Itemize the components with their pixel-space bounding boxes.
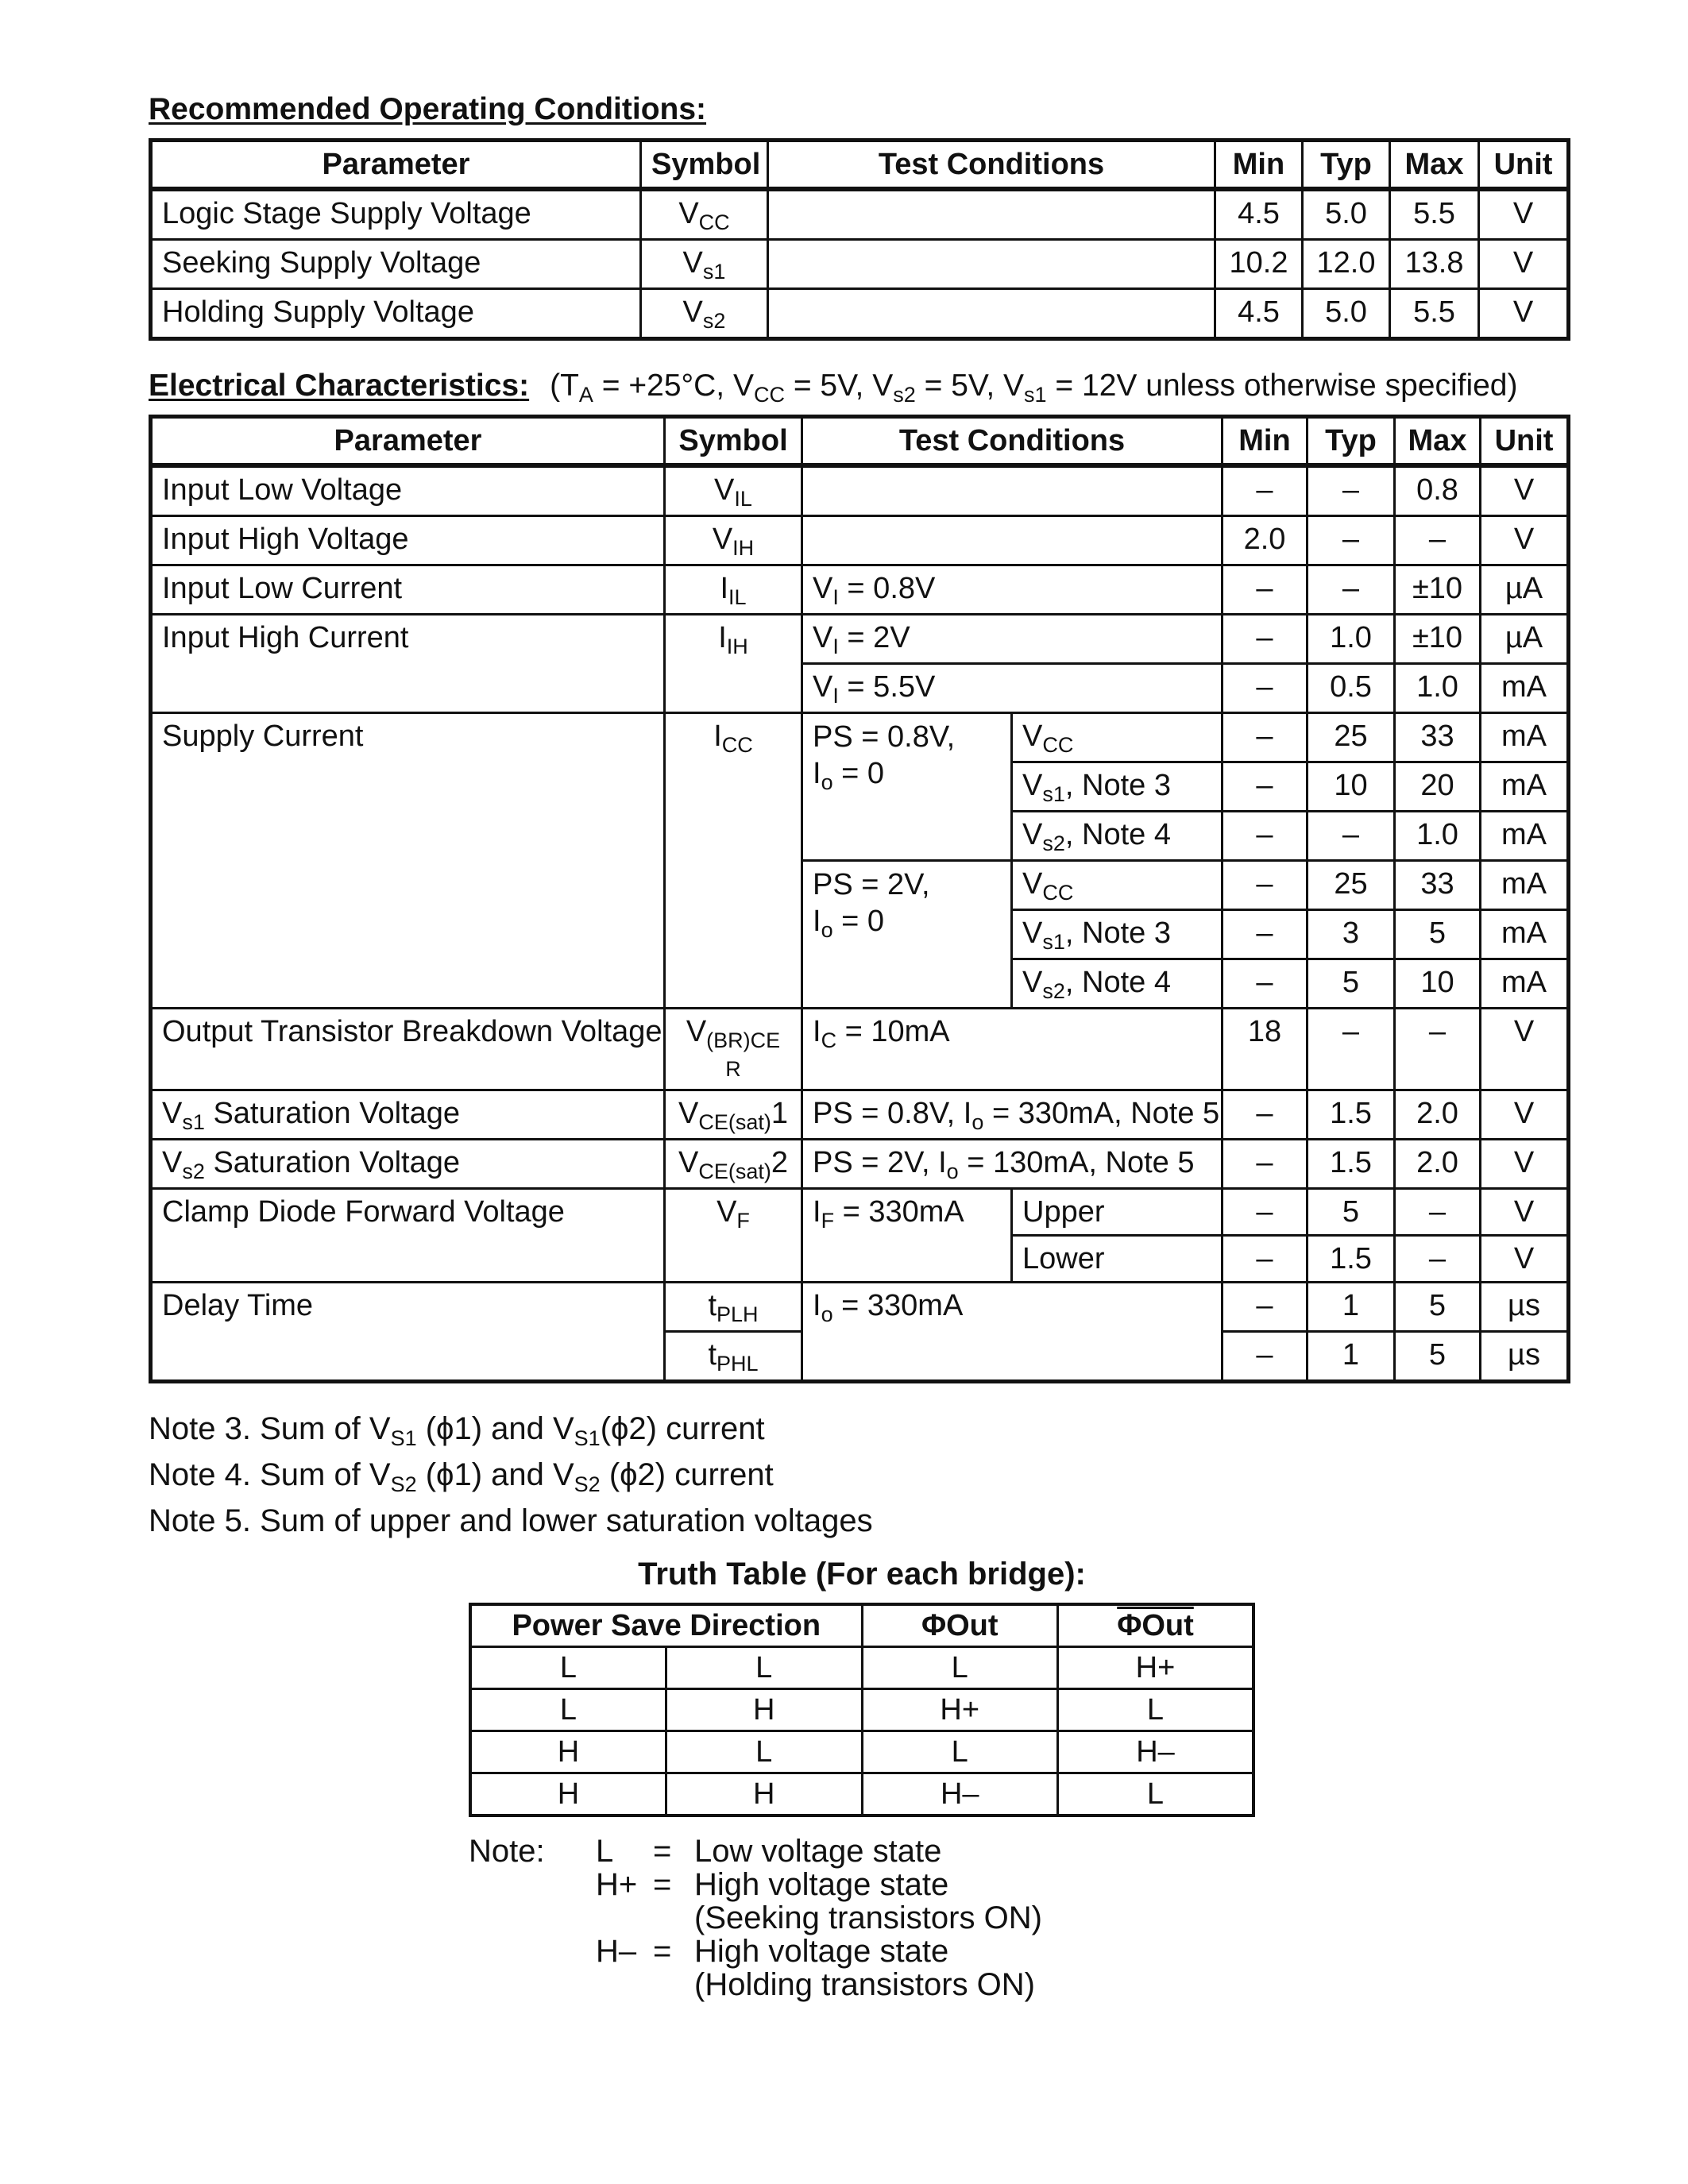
unit-cell: mA (1481, 812, 1569, 861)
legend-symbol: H+ (596, 1867, 638, 1902)
min-cell: – (1223, 910, 1308, 959)
sub-condition-cell: $V_{s2}$, Note 4 (1012, 812, 1223, 861)
typ-cell: 10 (1308, 762, 1395, 812)
legend-row (469, 1935, 1042, 1968)
header-test-conditions: Test Conditions (802, 417, 1223, 466)
unit-cell: V (1479, 189, 1569, 240)
max-cell: 2.0 (1395, 1090, 1481, 1140)
tt-cell: L (666, 1731, 863, 1773)
param-cell: Holding Supply Voltage (151, 289, 641, 339)
condition-cell: PS = 0.8V, $I_o = 330mA$, Note 5 (802, 1090, 1223, 1140)
min-cell: 4.5 (1215, 189, 1303, 240)
max-cell: – (1395, 1009, 1481, 1090)
unit-cell: V (1481, 1189, 1569, 1236)
table-header-row (151, 141, 1569, 190)
table-row (151, 1283, 1569, 1332)
table-row (151, 615, 1569, 664)
condition-cell: $I_o = 330mA$ (802, 1283, 1223, 1382)
tt-cell: L (862, 1731, 1058, 1773)
max-cell: 33 (1395, 861, 1481, 910)
condition-group-cell: PS = 0.8V, $I_o = 0$ (802, 713, 1012, 861)
min-cell: – (1223, 812, 1308, 861)
condition-cell: $V_I = 0.8V$ (802, 565, 1223, 615)
typ-cell: 1.5 (1308, 1140, 1395, 1189)
recommended-title: Recommended Operating Conditions: (149, 92, 707, 126)
condition-cell (768, 289, 1215, 339)
condition-cell (768, 189, 1215, 240)
min-cell: – (1223, 465, 1308, 516)
min-cell: 4.5 (1215, 289, 1303, 339)
typ-cell: – (1308, 465, 1395, 516)
table-row (470, 1689, 1253, 1731)
typ-cell: 3 (1308, 910, 1395, 959)
tt-cell: L (666, 1647, 863, 1689)
param-cell: Delay Time (151, 1283, 665, 1382)
max-cell: ±10 (1395, 615, 1481, 664)
unit-cell: V (1481, 1009, 1569, 1090)
symbol-cell: $t_{PHL}$ (665, 1332, 802, 1382)
sub-condition-cell: $V_{s1}$, Note 3 (1012, 762, 1223, 812)
typ-cell: 5.0 (1303, 189, 1390, 240)
header-phi-out: ΦOut (862, 1604, 1058, 1647)
param-cell: Output Transistor Breakdown Voltage (151, 1009, 665, 1090)
condition-cell (802, 516, 1223, 565)
param-cell: Input Low Current (151, 565, 665, 615)
table-row (151, 565, 1569, 615)
symbol-cell: $I_{IL}$ (665, 565, 802, 615)
typ-cell: 5.0 (1303, 289, 1390, 339)
typ-cell: 1 (1308, 1283, 1395, 1332)
table-row (151, 1140, 1569, 1189)
param-cell: Supply Current (151, 713, 665, 1009)
min-cell: – (1223, 713, 1308, 762)
typ-cell: 1.5 (1308, 1236, 1395, 1283)
header-unit: Unit (1481, 417, 1569, 466)
legend-symbol (596, 1968, 653, 2001)
max-cell: – (1395, 1189, 1481, 1236)
unit-cell: mA (1481, 762, 1569, 812)
legend-symbol: H– (596, 1934, 637, 1969)
symbol-cell: $V_{(BR)CE}$ R (665, 1009, 802, 1090)
table-row (151, 240, 1569, 289)
symbol-cell: $I_{CC}$ (665, 713, 802, 1009)
max-cell: – (1395, 1236, 1481, 1283)
min-cell: – (1223, 762, 1308, 812)
min-cell: – (1223, 565, 1308, 615)
unit-cell: mA (1481, 910, 1569, 959)
condition-cell: PS = 2V, $I_o = 130mA$, Note 5 (802, 1140, 1223, 1189)
legend-symbol (596, 1901, 653, 1935)
unit-cell: V (1481, 1090, 1569, 1140)
tt-cell: L (1058, 1689, 1254, 1731)
max-cell: 2.0 (1395, 1140, 1481, 1189)
typ-cell: – (1308, 516, 1395, 565)
table-row (470, 1731, 1253, 1773)
unit-cell: mA (1481, 861, 1569, 910)
legend-text: High voltage state (694, 1934, 949, 1969)
min-cell: – (1223, 1283, 1308, 1332)
legend-row (469, 1868, 1042, 1901)
unit-cell: V (1479, 240, 1569, 289)
truth-table-title: Truth Table (For each bridge): (638, 1557, 1086, 1592)
max-cell: 1.0 (1395, 664, 1481, 713)
min-cell: 2.0 (1223, 516, 1308, 565)
sub-condition-cell: $V_{CC}$ (1012, 713, 1223, 762)
min-cell: – (1223, 1236, 1308, 1283)
param-cell: $V_{s1}$ Saturation Voltage (151, 1090, 665, 1140)
sub-condition-cell: $V_{s1}$, Note 3 (1012, 910, 1223, 959)
param-cell: Clamp Diode Forward Voltage (151, 1189, 665, 1283)
tt-cell: H– (1058, 1731, 1254, 1773)
header-min: Min (1223, 417, 1308, 466)
table-row (151, 1189, 1569, 1236)
min-cell: – (1223, 1090, 1308, 1140)
header-max: Max (1390, 141, 1479, 190)
symbol-cell: $V_{IH}$ (665, 516, 802, 565)
typ-cell: – (1308, 565, 1395, 615)
header-symbol: Symbol (665, 417, 802, 466)
param-cell: Input High Voltage (151, 516, 665, 565)
unit-cell: µs (1481, 1283, 1569, 1332)
unit-cell: µA (1481, 615, 1569, 664)
typ-cell: 25 (1308, 861, 1395, 910)
param-cell: Input High Current (151, 615, 665, 713)
header-typ: Typ (1308, 417, 1395, 466)
typ-cell: – (1308, 812, 1395, 861)
legend-equals (653, 1901, 694, 1935)
typ-cell: 0.5 (1308, 664, 1395, 713)
min-cell: – (1223, 959, 1308, 1009)
max-cell: 1.0 (1395, 812, 1481, 861)
legend-text: Low voltage state (694, 1834, 942, 1869)
legend-row (469, 1968, 1042, 2001)
recommended-table (149, 138, 1570, 341)
table-header-row (151, 417, 1569, 466)
legend-text: (Seeking transistors ON) (694, 1900, 1042, 1935)
legend-equals: = (653, 1834, 672, 1869)
typ-cell: – (1308, 1009, 1395, 1090)
symbol-cell: $V_{IL}$ (665, 465, 802, 516)
header-typ: Typ (1303, 141, 1390, 190)
header-parameter: Parameter (151, 141, 641, 190)
header-max: Max (1395, 417, 1481, 466)
header-unit: Unit (1479, 141, 1569, 190)
max-cell: 5.5 (1390, 189, 1479, 240)
electrical-title: Electrical Characteristics: ($T_A = +25^\circ C$, $V_{CC} = 5V$, $V_{s2} = 5V$, $V_{s1} = 12V$ unless otherwise specified) (149, 369, 1518, 407)
unit-cell: µs (1481, 1332, 1569, 1382)
legend-equals (653, 1968, 694, 2001)
typ-cell: 5 (1308, 1189, 1395, 1236)
note-3: Note 3. Sum of $V_{S1}$ (ϕ1) and $V_{S1}(\phi 2)$ current (149, 1411, 765, 1450)
table-row (151, 289, 1569, 339)
min-cell: – (1223, 615, 1308, 664)
condition-cell: $V_I = 2V$ (802, 615, 1223, 664)
symbol-cell: $V_F$ (665, 1189, 802, 1283)
symbol-cell: $V_{s1}$ (641, 240, 768, 289)
header-test-conditions: Test Conditions (768, 141, 1215, 190)
tt-cell: L (470, 1689, 666, 1731)
legend-equals: = (653, 1934, 672, 1969)
unit-cell: mA (1481, 664, 1569, 713)
typ-cell: 1 (1308, 1332, 1395, 1382)
typ-cell: 1.0 (1308, 615, 1395, 664)
param-cell: Seeking Supply Voltage (151, 240, 641, 289)
max-cell: 5.5 (1390, 289, 1479, 339)
legend-text: High voltage state (694, 1867, 949, 1902)
min-cell: – (1223, 1332, 1308, 1382)
max-cell: 5 (1395, 1332, 1481, 1382)
truth-table-legend (469, 1835, 1042, 2001)
table-row (470, 1773, 1253, 1816)
truth-table (469, 1603, 1255, 1817)
unit-cell: V (1481, 516, 1569, 565)
min-cell: – (1223, 861, 1308, 910)
condition-cell: $I_C = 10mA$ (802, 1009, 1223, 1090)
table-header-row (470, 1604, 1253, 1647)
tt-cell: H (470, 1731, 666, 1773)
max-cell: 5 (1395, 1283, 1481, 1332)
min-cell: 18 (1223, 1009, 1308, 1090)
sub-condition-cell: Upper (1012, 1189, 1223, 1236)
legend-label: Note: (469, 1834, 545, 1869)
condition-group-cell: PS = 2V, $I_o = 0$ (802, 861, 1012, 1009)
param-cell: Input Low Voltage (151, 465, 665, 516)
condition-cell (802, 465, 1223, 516)
notes (149, 1407, 873, 1542)
legend-symbol: L (596, 1834, 614, 1869)
header-phi-out-bar: ΦOut (1058, 1604, 1254, 1647)
min-cell: – (1223, 1189, 1308, 1236)
table-row (151, 1009, 1569, 1090)
max-cell: 13.8 (1390, 240, 1479, 289)
max-cell: ±10 (1395, 565, 1481, 615)
tt-cell: H– (862, 1773, 1058, 1816)
typ-cell: 1.5 (1308, 1090, 1395, 1140)
symbol-cell: $V_{CE(sat)}1$ (665, 1090, 802, 1140)
electrical-conditions: ($T_A = +25^\circ C$, $V_{CC} = 5V$, $V_{s2} = 5V$, $V_{s1} = 12V$ unless otherwise specified) (550, 369, 1518, 407)
min-cell: 10.2 (1215, 240, 1303, 289)
symbol-cell: $V_{CC}$ (641, 189, 768, 240)
max-cell: 5 (1395, 910, 1481, 959)
max-cell: 10 (1395, 959, 1481, 1009)
tt-cell: H+ (1058, 1647, 1254, 1689)
unit-cell: mA (1481, 959, 1569, 1009)
unit-cell: V (1481, 465, 1569, 516)
max-cell: – (1395, 516, 1481, 565)
condition-cell: $V_I = 5.5V$ (802, 664, 1223, 713)
legend-text: (Holding transistors ON) (694, 1967, 1036, 2002)
tt-cell: L (1058, 1773, 1254, 1816)
unit-cell: V (1479, 289, 1569, 339)
table-row (470, 1647, 1253, 1689)
max-cell: 0.8 (1395, 465, 1481, 516)
legend-row (469, 1901, 1042, 1935)
sub-condition-cell: $V_{CC}$ (1012, 861, 1223, 910)
unit-cell: µA (1481, 565, 1569, 615)
tt-cell: H (666, 1689, 863, 1731)
max-cell: 33 (1395, 713, 1481, 762)
unit-cell: mA (1481, 713, 1569, 762)
electrical-table (149, 415, 1570, 1383)
header-min: Min (1215, 141, 1303, 190)
symbol-cell: $I_{IH}$ (665, 615, 802, 713)
typ-cell: 5 (1308, 959, 1395, 1009)
tt-cell: H+ (862, 1689, 1058, 1731)
unit-cell: V (1481, 1140, 1569, 1189)
table-row (151, 516, 1569, 565)
max-cell: 20 (1395, 762, 1481, 812)
note-4: Note 4. Sum of $V_{S2}$ (ϕ1) and $V_{S2}$ (ϕ2) current (149, 1457, 774, 1496)
min-cell: – (1223, 1140, 1308, 1189)
table-row (151, 1090, 1569, 1140)
table-row (151, 465, 1569, 516)
sub-condition-cell: Lower (1012, 1236, 1223, 1283)
param-cell: Logic Stage Supply Voltage (151, 189, 641, 240)
header-parameter: Parameter (151, 417, 665, 466)
note-5: Note 5. Sum of upper and lower saturation voltages (149, 1503, 873, 1538)
unit-cell: V (1481, 1236, 1569, 1283)
condition-group-cell: $I_F = 330mA$ (802, 1189, 1012, 1283)
symbol-cell: $V_{s2}$ (641, 289, 768, 339)
typ-cell: 25 (1308, 713, 1395, 762)
table-row (151, 189, 1569, 240)
tt-cell: L (862, 1647, 1058, 1689)
header-symbol: Symbol (641, 141, 768, 190)
condition-cell (768, 240, 1215, 289)
tt-cell: H (470, 1773, 666, 1816)
tt-cell: H (666, 1773, 863, 1816)
min-cell: – (1223, 664, 1308, 713)
tt-cell: L (470, 1647, 666, 1689)
legend-equals: = (653, 1867, 672, 1902)
header-power-save-direction: Power Save Direction (470, 1604, 862, 1647)
param-cell: $V_{s2}$ Saturation Voltage (151, 1140, 665, 1189)
symbol-cell: $t_{PLH}$ (665, 1283, 802, 1332)
symbol-cell: $V_{CE(sat)}2$ (665, 1140, 802, 1189)
legend-row (469, 1835, 1042, 1868)
sub-condition-cell: $V_{s2}$, Note 4 (1012, 959, 1223, 1009)
table-row (151, 713, 1569, 762)
typ-cell: 12.0 (1303, 240, 1390, 289)
